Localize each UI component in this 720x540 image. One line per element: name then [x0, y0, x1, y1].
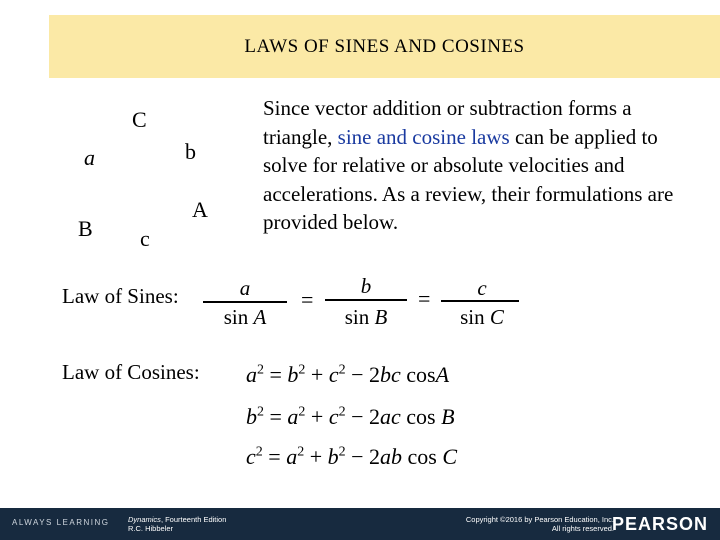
vertex-b-label: B — [78, 216, 93, 241]
cos-c-eq: = — [268, 444, 281, 469]
cos-c-t1-exp: 2 — [297, 444, 305, 460]
cos-a-fn: cos — [406, 362, 436, 387]
sines-den-b-fn: sin — [344, 305, 370, 329]
cos-a-minus: − — [351, 362, 364, 387]
cos-a-plus: + — [310, 362, 324, 387]
sines-num-c: c — [477, 276, 487, 300]
cos-c-coef: 2 — [369, 444, 381, 469]
footer-author: R.C. Hibbeler — [128, 524, 174, 533]
cos-b-t1: a — [287, 404, 299, 429]
sines-den-c-fn: sin — [460, 305, 485, 329]
cos-c-t2-exp: 2 — [338, 444, 346, 460]
law-of-sines-label: Law of Sines: — [62, 284, 179, 308]
sines-den-b — [320, 305, 412, 330]
cos-b-lhs: b — [246, 404, 257, 429]
cosine-equation-b — [246, 404, 455, 430]
cos-c-t2: b — [327, 444, 339, 469]
intro-text-1: Since vector addition or subtraction forms a triangle, — [263, 96, 632, 149]
footer-book-info — [128, 515, 226, 533]
sines-bar-b — [325, 299, 407, 301]
cos-a-t2: c — [328, 362, 339, 387]
cos-b-t1-exp: 2 — [298, 404, 306, 420]
cos-c-prod: ab — [380, 444, 403, 469]
sines-num-b: b — [360, 274, 372, 298]
cosine-equation-a — [246, 362, 449, 388]
side-b-label: b — [185, 139, 196, 164]
cos-b-lhs-exp: 2 — [257, 404, 264, 420]
footer-book-edition: , Fourteenth Edition — [160, 515, 227, 524]
page-title: LAWS OF SINES AND COSINES — [244, 35, 525, 57]
cos-a-lhs-exp: 2 — [257, 362, 264, 378]
sines-den-a-var: A — [253, 305, 267, 329]
cos-b-coef: 2 — [369, 404, 381, 429]
intro-paragraph — [263, 94, 683, 237]
cos-c-fn: cos — [407, 444, 437, 469]
cos-a-t2-exp: 2 — [338, 362, 346, 378]
vertex-a-label: A — [192, 197, 208, 222]
cos-c-t1: a — [286, 444, 298, 469]
cos-b-t2: c — [328, 404, 339, 429]
cos-a-angle: A — [435, 362, 450, 387]
sines-bar-a — [203, 301, 287, 303]
cos-b-fn: cos — [406, 404, 436, 429]
intro-highlight: sine and cosine laws — [337, 124, 510, 149]
footer-book-line — [128, 515, 226, 524]
cos-a-t1: b — [287, 362, 299, 387]
side-c-label: c — [140, 226, 150, 251]
cos-b-eq: = — [269, 404, 282, 429]
cos-a-t1-exp: 2 — [298, 362, 306, 378]
cos-a-eq: = — [269, 362, 282, 387]
side-a-label: a — [84, 145, 95, 170]
intro-text-2: can be applied to solve for relative or absolute velocities and accelerations. As a review, their formulations are provided below. — [263, 124, 674, 234]
cos-b-plus: + — [310, 404, 324, 429]
sines-den-b-var: B — [374, 305, 388, 329]
cos-b-prod: ac — [380, 404, 401, 429]
sines-den-a-fn: sin — [223, 305, 249, 329]
cos-c-minus: − — [351, 444, 364, 469]
cos-b-angle: B — [441, 404, 455, 429]
sines-bar-c — [441, 300, 519, 302]
sines-equals-2: = — [418, 286, 431, 311]
sines-den-c-var: C — [489, 305, 504, 329]
footer-bar — [0, 508, 720, 540]
sines-den-c — [438, 305, 526, 330]
cos-c-lhs: c — [246, 444, 256, 469]
triangle-shape — [97, 140, 233, 216]
cos-c-lhs-exp: 2 — [255, 444, 263, 460]
cosine-equation-c — [246, 444, 457, 470]
triangle-diagram — [0, 0, 260, 260]
law-of-cosines-label: Law of Cosines: — [62, 360, 200, 384]
footer-copyright-line1: Copyright ©2016 by Pearson Education, Inc. — [465, 515, 614, 524]
footer-copyright — [466, 515, 614, 533]
sines-equals-1: = — [301, 287, 314, 312]
sines-num-a: a — [239, 276, 251, 300]
cos-c-plus: + — [309, 444, 323, 469]
cos-c-angle: C — [442, 444, 458, 469]
cos-b-t2-exp: 2 — [338, 404, 346, 420]
cos-a-prod: bc — [380, 362, 401, 387]
footer-book-title: Dynamics — [128, 515, 161, 524]
cos-a-lhs: a — [246, 362, 257, 387]
vertex-c-label: C — [132, 107, 147, 132]
footer-brand-text: ALWAYS LEARNING — [12, 518, 110, 527]
pearson-logo: PEARSON — [611, 514, 708, 534]
sines-den-a — [200, 305, 290, 330]
cos-b-minus: − — [351, 404, 364, 429]
footer-copyright-line2: All rights reserved. — [551, 524, 614, 533]
cos-a-coef: 2 — [369, 362, 381, 387]
